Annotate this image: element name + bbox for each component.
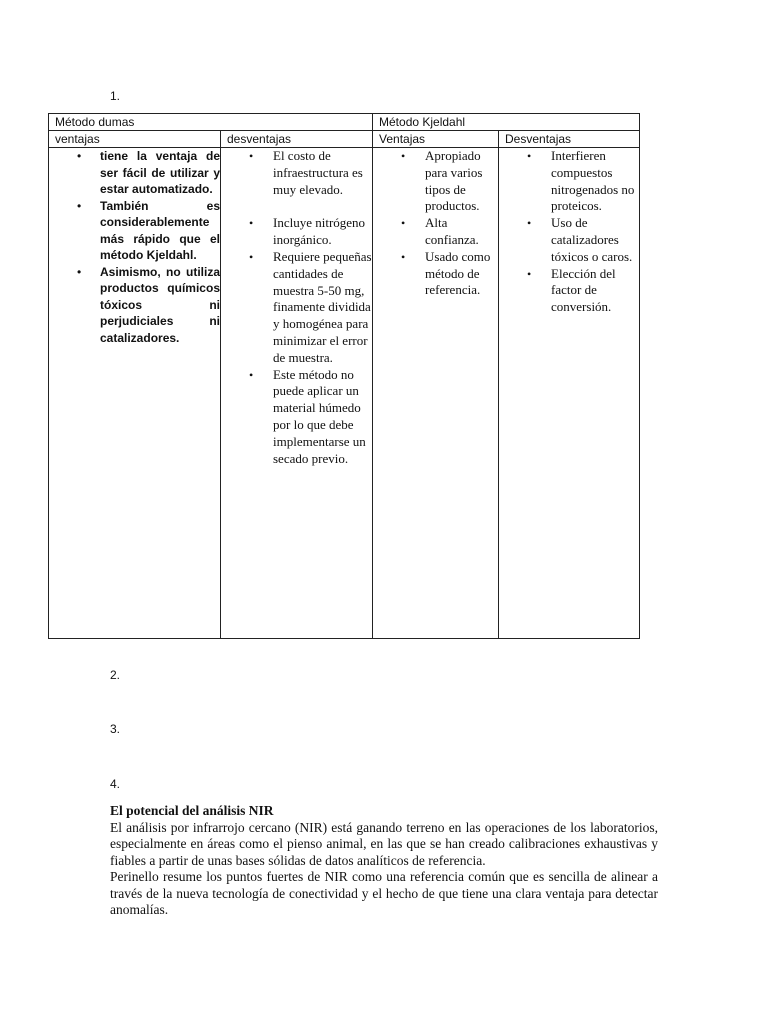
list-item: • Este método no puede aplicar un material húmedo por lo que debe implementarse un secado previo. — [249, 366, 366, 466]
list-item: • Alta confianza. — [401, 215, 479, 247]
list-item: • El costo de infraestructura es muy elevado. — [249, 148, 363, 197]
article-paragraph-1: El análisis por infrarrojo cercano (NIR) está ganando terreno en las operaciones de los laboratorios, especialmente en áreas como el pienso animal, en las que se han creado calibraciones exhaustivas y fiables a partir de unas bases sólidas de datos analíticos de referencia. — [110, 819, 658, 868]
list-item: • Usado como método de referencia. — [401, 248, 491, 298]
comparison-table — [48, 113, 640, 639]
header-dumas: Método dumas — [49, 114, 373, 131]
kjeldahl-ventajas-cell — [373, 148, 499, 639]
kjeldahl-desventajas-list — [505, 148, 639, 316]
bullet-icon: • — [527, 216, 532, 231]
article-title: El potencial del análisis NIR — [110, 803, 274, 818]
dumas-desventajas-list — [227, 148, 372, 467]
bullet-icon: • — [249, 249, 254, 264]
col-kjeldahl-desventajas: Desventajas — [499, 131, 640, 148]
article-paragraph-2: Perinello resume los puntos fuertes de NIR como una referencia común que es sencilla de alinear a través de la nueva tecnología de conectividad y el hecho de que tiene una clara ventaja para detectar anomalías. — [110, 869, 658, 917]
bullet-icon: • — [527, 266, 532, 281]
bullet-icon: • — [401, 249, 406, 264]
bullet-icon: • — [77, 264, 82, 279]
header-kjeldahl: Método Kjeldahl — [373, 114, 640, 131]
list-item: • tiene la ventaja de ser fácil de utilizar y estar automatizado. — [77, 149, 220, 196]
bullet-icon: • — [401, 149, 406, 163]
col-dumas-ventajas: ventajas — [49, 131, 221, 148]
bullet-icon: • — [77, 149, 82, 163]
bullet-icon: • — [249, 216, 254, 231]
section-number-2: 2. — [110, 668, 121, 682]
dumas-desventajas-cell — [221, 148, 373, 639]
dumas-ventajas-list — [55, 148, 220, 346]
list-item: • Asimismo, no utiliza productos químicos tóxicos ni perjudiciales ni catalizadores. — [77, 264, 220, 345]
section-number-3: 3. — [110, 722, 121, 736]
section-number-4: 4. — [110, 777, 121, 791]
list-item: • Interfieren compuestos nitrogenados no proteicos. — [527, 148, 635, 214]
bullet-icon: • — [249, 149, 254, 163]
bullet-icon: • — [249, 367, 254, 382]
kjeldahl-ventajas-list — [379, 148, 498, 299]
col-dumas-desventajas: desventajas — [221, 131, 373, 148]
list-item: • Apropiado para varios tipos de productos. — [401, 148, 483, 214]
column-header-row — [49, 131, 640, 148]
dumas-ventajas-cell — [49, 148, 221, 639]
section-number-1: 1. — [110, 89, 121, 103]
content-row — [49, 148, 640, 639]
bullet-icon: • — [77, 198, 82, 213]
kjeldahl-desventajas-cell — [499, 148, 640, 639]
list-item: • Uso de catalizadores tóxicos o caros. — [527, 215, 633, 264]
list-item: • También es considerablemente más rápido que el método Kjeldahl. — [77, 198, 220, 262]
nir-article — [110, 803, 658, 919]
list-item: • Incluye nitrógeno inorgánico. — [249, 215, 366, 248]
bullet-icon: • — [401, 216, 406, 231]
method-header-row — [49, 114, 640, 131]
list-item: • Requiere pequeñas cantidades de muestra 5-50 mg, finamente dividida y homogénea para minimizar el error de muestra. — [249, 248, 372, 365]
list-item: • Elección del factor de conversión. — [527, 265, 616, 315]
bullet-icon: • — [527, 149, 532, 163]
col-kjeldahl-ventajas: Ventajas — [373, 131, 499, 148]
